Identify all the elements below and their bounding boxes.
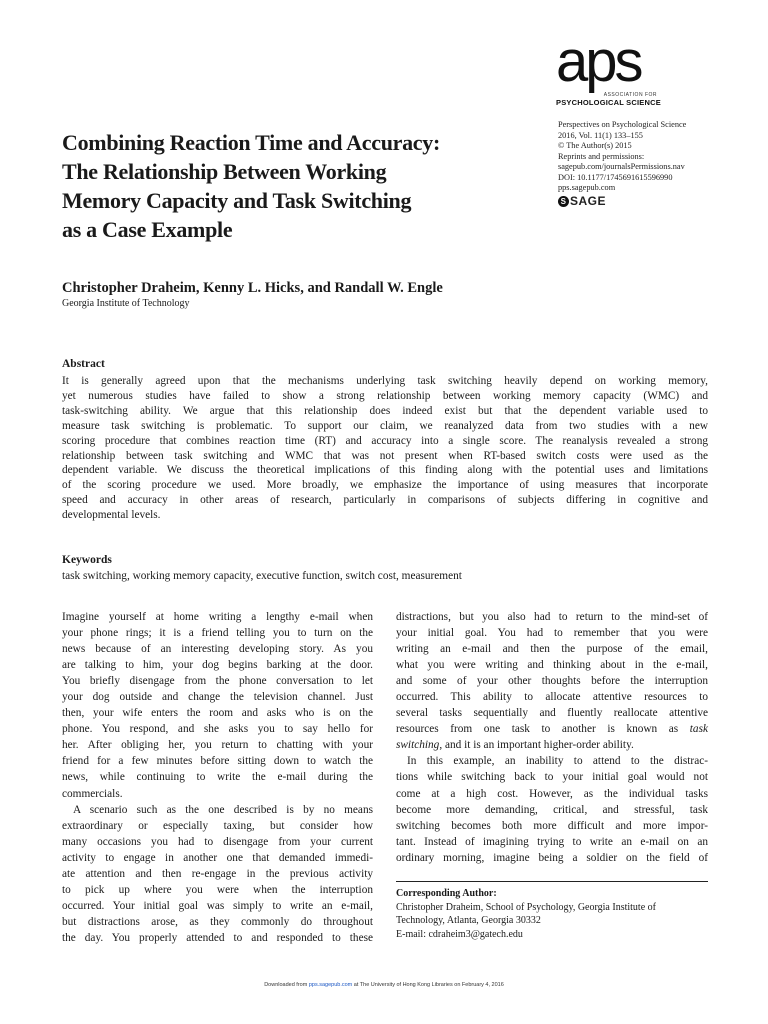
title-line: Memory Capacity and Task Switching	[62, 188, 412, 213]
body-line: tions while switching back to your initial goal would not	[396, 771, 708, 784]
abstract-line: measure task switching is problematic. To support our claim, we reanalyzed data from two studies with a new	[62, 419, 708, 432]
corresponding-author-note	[396, 887, 708, 941]
title-line: as a Case Example	[62, 217, 233, 242]
author-list: Christopher Draheim, Kenny L. Hicks, and Randall W. Engle	[62, 280, 443, 296]
body-line	[396, 737, 708, 753]
sage-mark-icon: S	[558, 196, 569, 207]
abstract-line: yet numerous studies have failed to show a strong relationship between working memory capacity (WMC) and	[62, 389, 708, 402]
body-line: ate attention and then re-engage in the previous activity	[62, 867, 373, 880]
footer-suffix: at The University of Hong Kong Libraries on February 4, 2016	[352, 982, 504, 988]
download-footer	[0, 982, 768, 988]
abstract-line: of the scoring procedure we used. More broadly, we emphasize the importance of using measures that incorporate	[62, 479, 708, 492]
abstract-line: task-switching ability. We argue that this relationship does indeed exist but that the dependent variable used to	[62, 404, 708, 417]
journal-volume: 2016, Vol. 11(1) 133–155	[558, 130, 643, 140]
journal-url[interactable]: pps.sagepub.com	[558, 183, 616, 192]
journal-metadata	[558, 120, 748, 207]
body-line: activity to engage in another one that demanded immedi-	[62, 851, 373, 864]
article-title	[62, 128, 532, 244]
body-line: tant. Instead of imagining trying to write an e-mail on an	[396, 835, 708, 848]
abstract-line: dependent variable. We discuss the theoretical implications of this finding along with the potential uses and limitations	[62, 464, 708, 477]
abstract-line: speed and accuracy in other areas of research, particularly in comparisons of subjects differing in cognitive and	[62, 494, 708, 507]
body-line: come at a high cost. However, as the individual tasks	[396, 787, 708, 800]
body-line: occurred. Your initial goal was simply to write an e-mail,	[62, 899, 373, 912]
body-line: several tasks sequentially and fluently reallocate attentive	[396, 707, 708, 720]
body-line: In this example, an inability to attend to the distrac-	[407, 755, 708, 768]
body-line: your dog outside and change the television channel. Just	[62, 691, 373, 704]
emphasis-term: task	[689, 723, 708, 736]
body-column-left	[62, 609, 373, 946]
body-line: your initial goal. You had to remember that you were	[396, 627, 708, 640]
logo-wordmark: aps	[556, 29, 641, 94]
body-line: are talking to him, your dog begins barking at the door.	[62, 659, 373, 672]
body-line: to pick up where you were when the interruption	[62, 883, 373, 896]
body-line: news, while continuing to write the e-mail during the	[62, 771, 373, 784]
abstract-line: developmental levels.	[62, 509, 161, 522]
body-line: Imagine yourself at home writing a lengthy e-mail when	[62, 611, 373, 623]
title-line: Combining Reaction Time and Accuracy:	[62, 130, 440, 155]
body-line: but distractions arose, as they commonly do throughout	[62, 915, 373, 928]
body-line: occurred. This ability to allocate attentive resources to	[396, 691, 708, 704]
body-line: ordinary morning, imagine being a soldier on the field of	[396, 851, 708, 864]
body-line: then, your wife enters the room and asks who is on the	[62, 707, 373, 720]
logo-society-line: PSYCHOLOGICAL SCIENCE	[556, 98, 661, 107]
abstract-line: relationship between task switching and WMC that was not present when RT-based switch costs were used as the	[62, 449, 708, 462]
footer-prefix: Downloaded from	[264, 982, 309, 988]
body-line: your phone rings; it is a friend telling you to turn on the	[62, 627, 373, 640]
body-line: news because of an interesting developing story. As you	[62, 643, 373, 656]
abstract-body	[62, 374, 708, 523]
body-line: many occasions you had to disengage from your current	[62, 835, 373, 848]
footer-link[interactable]: pps.sagepub.com	[308, 982, 353, 988]
corresponding-line: Christopher Draheim, School of Psychology, Georgia Institute of	[396, 901, 656, 913]
body-column-right	[396, 609, 708, 866]
corresponding-heading: Corresponding Author:	[396, 888, 497, 899]
abstract-heading: Abstract	[62, 358, 105, 370]
body-text-run: , and it is an important higher-order ability.	[439, 739, 634, 752]
keywords-list: task switching, working memory capacity, executive function, switch cost, measurement	[62, 570, 462, 582]
affiliation: Georgia Institute of Technology	[62, 298, 190, 309]
keywords-heading: Keywords	[62, 554, 112, 566]
body-text-run: resources from one task to another is known as	[396, 723, 690, 736]
emphasis-term: switching	[396, 739, 440, 752]
sage-name: SAGE	[570, 193, 607, 208]
journal-name: Perspectives on Psychological Science	[558, 120, 687, 129]
body-line: her. After obliging her, you return to chatting with your	[62, 739, 373, 752]
body-line: commercials.	[62, 787, 123, 800]
body-line: what you were writing and thinking about in the e-mail,	[396, 659, 708, 672]
body-line: the day. You properly attended to and responded to these	[62, 931, 373, 944]
body-line: writing an e-mail and then the purpose of the email,	[396, 643, 708, 656]
aps-logo	[556, 29, 666, 107]
abstract-line: It is generally agreed upon that the mechanisms underlying task switching heavily depend on working memory,	[62, 375, 708, 387]
body-line: switching becomes both more difficult and more impor-	[396, 819, 708, 832]
footnote-divider	[396, 881, 708, 882]
abstract-line: scoring procedure that combines reaction time (RT) and accuracy into a single score. The reanalysis revealed a strong	[62, 434, 708, 447]
logo-association-line: ASSOCIATION FOR	[603, 92, 657, 98]
corresponding-email[interactable]: E-mail: cdraheim3@gatech.edu	[396, 928, 523, 940]
body-line: extraordinary or especially taxing, but consider how	[62, 819, 373, 832]
body-line: become more demanding, critical, and stressful, task	[396, 803, 708, 816]
body-line: friend for a few minutes before sitting down to watch the	[62, 755, 373, 768]
sage-logo	[558, 193, 748, 208]
body-line: A scenario such as the one described is by no means	[73, 803, 373, 816]
body-line: You briefly disengage from the phone conversation to let	[62, 675, 373, 688]
title-line: The Relationship Between Working	[62, 159, 387, 184]
body-line	[396, 721, 708, 737]
copyright-line: © The Author(s) 2015	[558, 141, 632, 150]
reprints-label: Reprints and permissions:	[558, 151, 645, 161]
body-line: distractions, but you also had to return to the mind-set of	[396, 611, 708, 623]
corresponding-line: Technology, Atlanta, Georgia 30332	[396, 915, 541, 926]
permissions-link[interactable]: sagepub.com/journalsPermissions.nav	[558, 162, 685, 171]
doi-line[interactable]: DOI: 10.1177/1745691615596990	[558, 172, 673, 182]
body-line: and some of your other thoughts before the interruption	[396, 675, 708, 688]
body-line: phone. You respond, and she asks you to say hello for	[62, 723, 373, 736]
